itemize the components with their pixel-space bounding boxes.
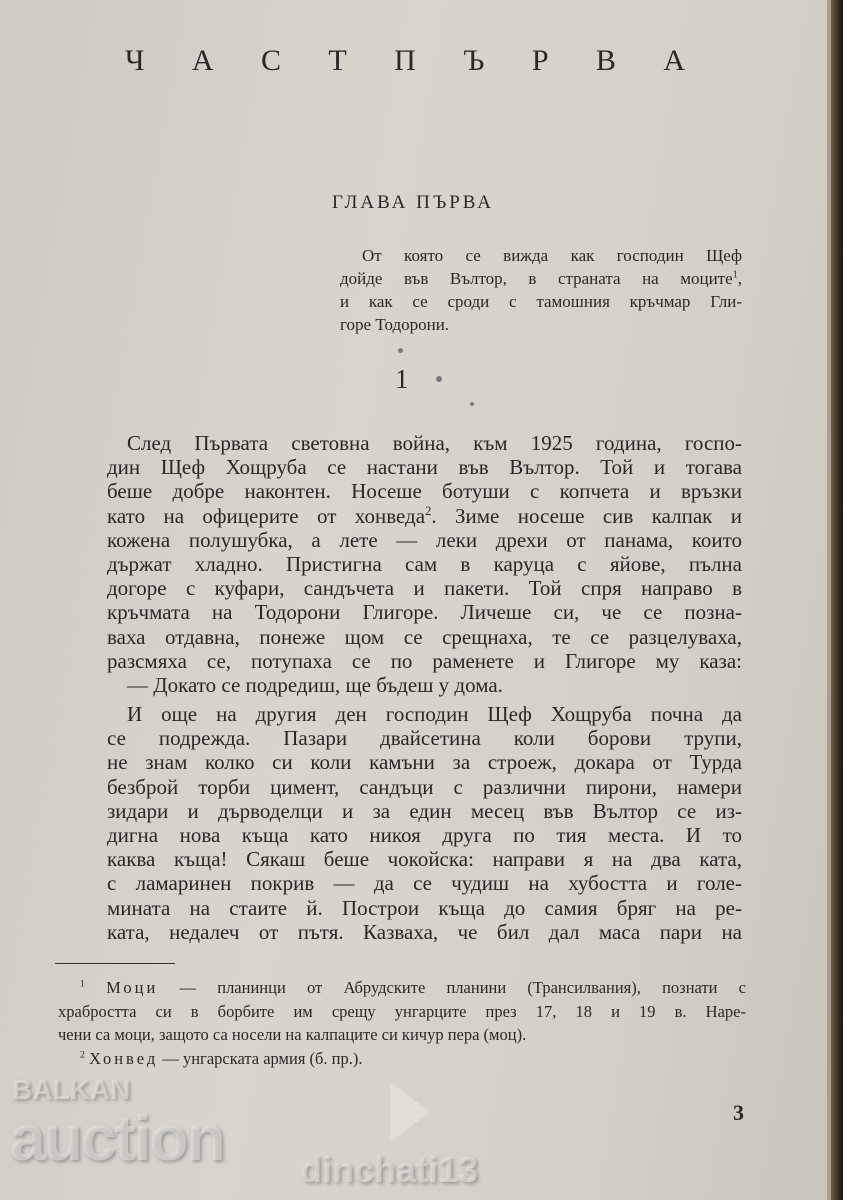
part-letter: В xyxy=(595,44,616,77)
footnote-mark: 2 xyxy=(80,1049,85,1060)
page-number: 3 xyxy=(733,1100,744,1125)
part-title xyxy=(125,44,685,78)
epigraph-line: От която се вижда как господин Щеф xyxy=(362,246,742,265)
ink-spot xyxy=(398,348,403,353)
epigraph-line: горе Тодорони. xyxy=(340,315,450,334)
ink-spot xyxy=(470,402,474,406)
chapter-title: ГЛАВА ПЪРВА xyxy=(331,192,494,213)
body-line: догоре с куфари, сандъчета и пакети. Той спря направо в xyxy=(107,576,742,601)
paragraph-2 xyxy=(107,702,742,944)
body-line: каква къща! Сякаш беше чокойска: направи я на два ката, xyxy=(107,847,742,872)
body-line: кръчмата на Тодорони Глигоре. Личеше си, че се позна- xyxy=(107,600,742,625)
body-line: След Първата световна война, към 1925 година, госпо- xyxy=(127,431,742,455)
footnote-line: чени са моци, защото са носели на калпаците си кичур пера (моц). xyxy=(58,1025,527,1044)
footnote-mark: 2 xyxy=(425,503,432,518)
part-letter: Ъ xyxy=(463,44,485,77)
body-line: кожена полушубка, а лете — леки дрехи от панама, които xyxy=(107,527,742,552)
part-letter: С xyxy=(260,44,281,77)
part-letter: А xyxy=(663,44,685,77)
epigraph-line: дойде във Вълтор, в страната на моците$^1$, xyxy=(340,269,742,288)
watermark-seller: dinchati13 xyxy=(300,1149,479,1190)
body-text: като на офицерите от хонведа xyxy=(107,503,426,528)
body-line: дигна нова къща като никоя друга по тия места. И то xyxy=(107,823,742,848)
footnote-line: храбростта си в борбите им срещу унгарците през 17, 18 и 19 в. Наре- xyxy=(58,1001,746,1021)
body-line: държат хладно. Пристигна сам в каруца с яйове, пълна xyxy=(107,552,742,577)
footnote-mark: 1 xyxy=(732,269,738,281)
body-line: ваха отдавна, понеже щом се срещнаха, те се разцелуваха, xyxy=(107,624,742,649)
footnote-rule xyxy=(55,963,175,964)
footnote-line xyxy=(58,1047,746,1071)
part-letter: А xyxy=(191,44,214,77)
part-letter: П xyxy=(394,44,416,77)
footnote-term: Моци xyxy=(106,978,159,997)
footnotes xyxy=(58,976,746,1070)
book-spine-edge xyxy=(831,0,843,1200)
part-letter: Р xyxy=(531,44,549,77)
footnote-line xyxy=(58,976,746,1000)
body-line: И още на другия ден господин Щеф Хощруба почна да xyxy=(127,702,742,726)
body-line: безброй торби цимент, сандъци с различни пирони, намери xyxy=(107,774,742,799)
body-line: не знам колко си коли камъни за строеж, докара от Турда xyxy=(107,750,742,775)
body-line: дин Щеф Хощруба се настани във Вълтор. Той и тогава xyxy=(107,455,742,480)
body-line: се подрежда. Пазари двайсетина коли борови трупи, xyxy=(107,726,742,751)
body-line xyxy=(107,504,742,528)
body-line: беше добре наконтен. Носеше ботуши с копчета и връзки xyxy=(107,479,742,504)
body-line: мината на стаите й. Построи къща до самия бряг на ре- xyxy=(107,895,742,920)
watermark-play-icon xyxy=(390,1082,430,1142)
epigraph-line: и как се сроди с тамошния кръчмар Гли- xyxy=(340,292,742,311)
watermark-brand: BALKAN xyxy=(12,1074,131,1105)
footnote-text: — унгарската армия (б. пр.). xyxy=(158,1048,363,1068)
body-line: ката, недалеч от пътя. Казваха, че бил дал маса пари на xyxy=(107,919,742,944)
body-line: разсмяха се, потупаха се по раменете и Глигоре му каза: xyxy=(107,648,742,673)
ink-spot xyxy=(436,376,442,382)
watermark-auction: auction xyxy=(10,1102,224,1174)
footnote-text: — планинци от Абрудските планини (Трансилвания), познати с xyxy=(158,978,747,997)
part-letter: Т xyxy=(328,44,347,77)
footnote-mark: 1 xyxy=(80,978,85,990)
body-line: с ламаринен покрив — да се чудиш на хубостта и голе- xyxy=(107,871,742,896)
chapter-epigraph xyxy=(340,244,742,336)
section-number: 1 xyxy=(395,364,409,394)
epigraph-text: дойде във Вълтор, в страната на моците xyxy=(340,269,733,288)
part-letter: Ч xyxy=(125,44,145,77)
paragraph-1 xyxy=(107,431,742,697)
body-line: зидари и дърводелци и за един месец във Вълтор се из- xyxy=(107,798,742,823)
footnote-term: Хонвед xyxy=(89,1048,159,1068)
body-line: — Докато се подредиш, ще бъдеш у дома. xyxy=(127,673,503,698)
body-text: . Зиме носеше сив калпак и xyxy=(431,503,742,528)
